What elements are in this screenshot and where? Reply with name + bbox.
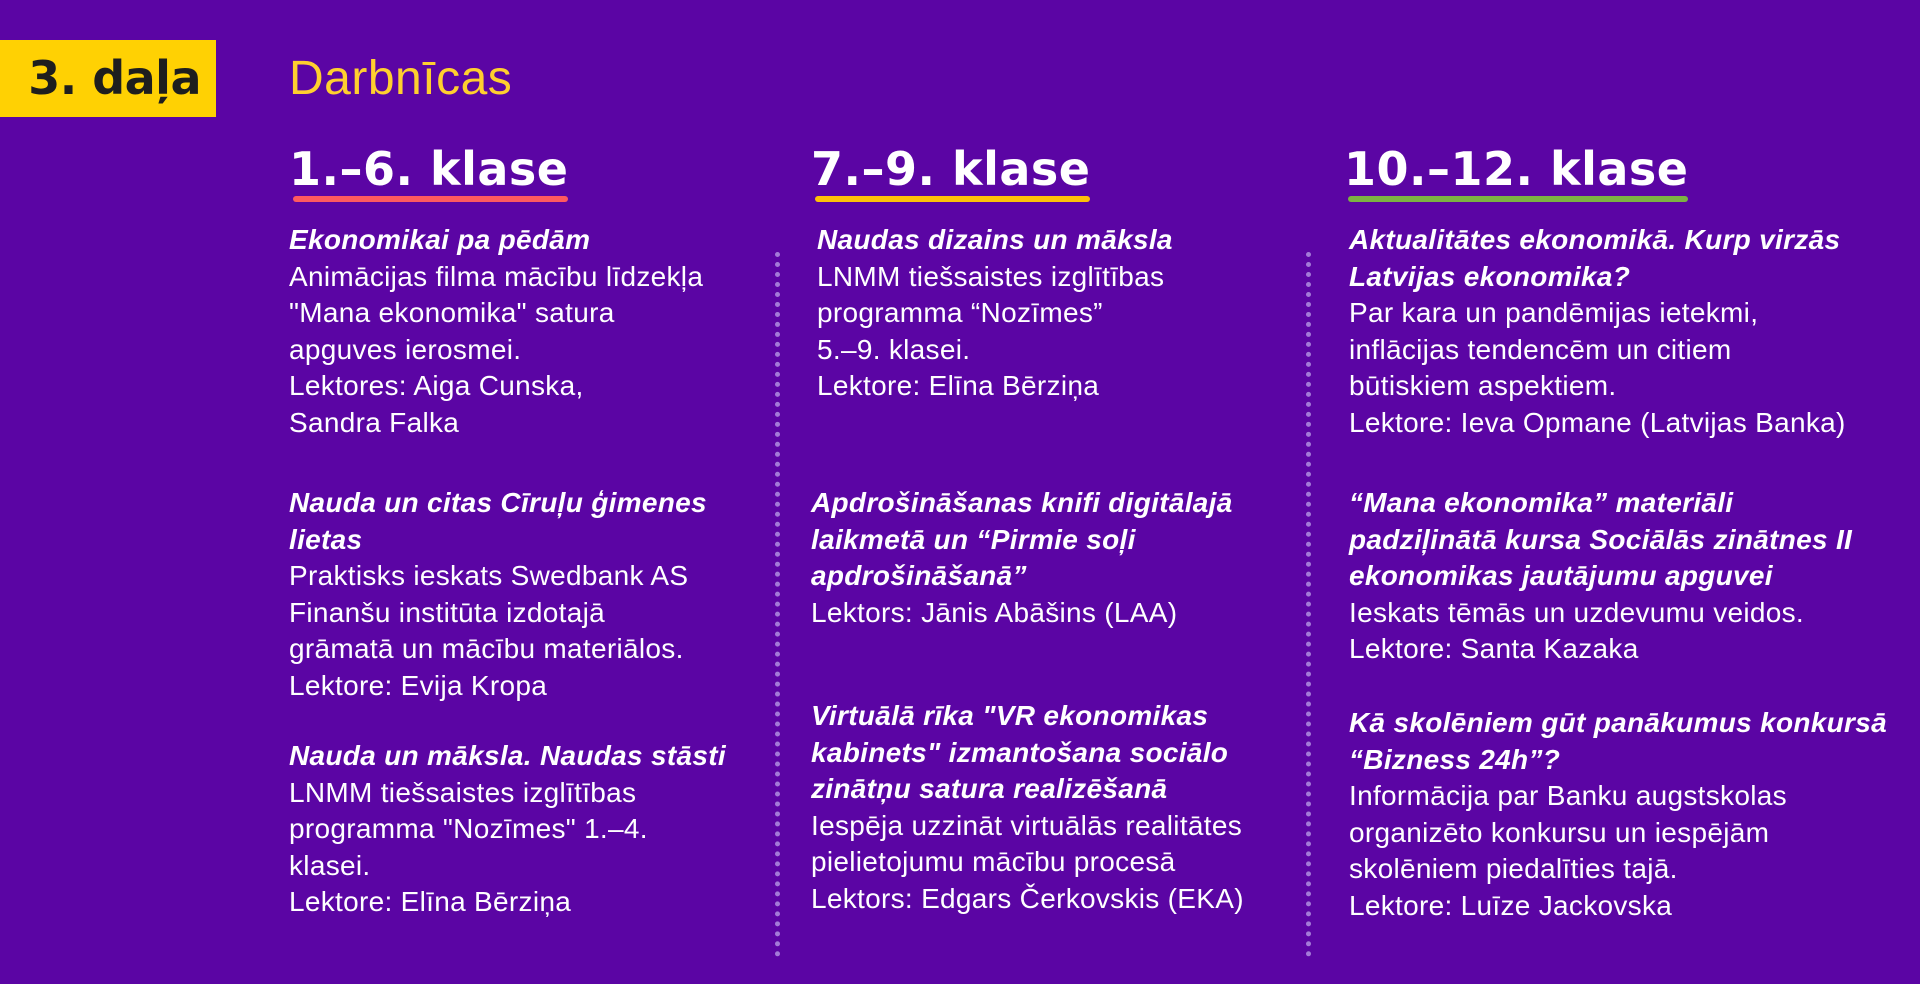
- workshop-item: [289, 222, 759, 441]
- page-title: Darbnīcas: [289, 52, 513, 105]
- workshop-item: [811, 698, 1281, 917]
- column-heading-label: 1.–6. klase: [289, 142, 569, 196]
- column-heading-7-9: [811, 140, 1090, 198]
- workshop-item: [817, 222, 1287, 405]
- column-divider: [775, 252, 780, 957]
- workshop-description: Lektors: Jānis Abāšins (LAA): [811, 596, 1178, 628]
- workshop-title: Kā skolēniem gūt panākumus konkursā “Bizness 24h”?: [1349, 707, 1887, 775]
- column-heading-label: 7.–9. klase: [811, 142, 1091, 196]
- column-heading-label: 10.–12. klase: [1344, 142, 1689, 196]
- workshop-item: [289, 485, 759, 704]
- workshop-title: Virtuālā rīka "VR ekonomikas kabinets" izmantošana sociālo zinātņu satura realizēšanā: [811, 700, 1229, 804]
- workshop-description: LNMM tiešsaistes izglītības programma "Nozīmes" 1.–4. klasei. Lektore: Elīna Bērziņa: [289, 776, 648, 917]
- workshop-item: [1349, 222, 1899, 441]
- column-divider: [1306, 252, 1311, 957]
- workshop-description: Ieskats tēmās un uzdevumu veidos. Lektore: Santa Kazaka: [1349, 596, 1805, 664]
- section-badge: 3. daļa: [0, 40, 216, 117]
- column-heading-10-12: [1344, 140, 1688, 198]
- workshop-item: [289, 738, 759, 921]
- workshop-description: Iespēja uzzināt virtuālās realitātes pielietojumu mācību procesā Lektors: Edgars Čerkovskis (EKA): [811, 809, 1244, 914]
- workshop-title: Aktualitātes ekonomikā. Kurp virzās Latvijas ekonomika?: [1349, 224, 1841, 292]
- workshop-title: Nauda un citas Cīruļu ģimenes lietas: [289, 487, 707, 555]
- workshop-title: “Mana ekonomika” materiāli padziļinātā kursa Sociālās zinātnes II ekonomikas jautājumu apguvei: [1349, 487, 1853, 591]
- workshop-title: Naudas dizains un māksla: [817, 224, 1173, 255]
- workshop-title: Apdrošināšanas knifi digitālajā laikmetā un “Pirmie soļi apdrošināšanā”: [811, 487, 1233, 591]
- column-heading-1-6: [289, 140, 568, 198]
- workshop-description: Par kara un pandēmijas ietekmi, inflācijas tendencēm un citiem būtiskiem aspektiem. Lektore: Ieva Opmane (Latvijas Banka): [1349, 297, 1846, 438]
- workshop-description: Animācijas filma mācību līdzekļa "Mana ekonomika" satura apguves ierosmei. Lektores: Aiga Cunska, Sandra Falka: [289, 260, 704, 438]
- workshop-description: LNMM tiešsaistes izglītības programma “Nozīmes” 5.–9. klasei. Lektore: Elīna Bērziņa: [817, 260, 1165, 401]
- workshop-item: [1349, 705, 1899, 924]
- workshop-description: Informācija par Banku augstskolas organizēto konkursu un iespējām skolēniem piedalīties tajā. Lektore: Luīze Jackovska: [1349, 780, 1787, 921]
- workshop-item: [1349, 485, 1899, 668]
- workshop-description: Praktisks ieskats Swedbank AS Finanšu institūta izdotajā grāmatā un mācību materiālos. Lektore: Evija Kropa: [289, 560, 689, 701]
- workshop-item: [811, 485, 1281, 631]
- workshop-title: Ekonomikai pa pēdām: [289, 224, 591, 255]
- heading-underline: [1348, 196, 1688, 202]
- workshop-title: Nauda un māksla. Naudas stāsti: [289, 740, 726, 771]
- heading-underline: [815, 196, 1090, 202]
- heading-underline: [293, 196, 568, 202]
